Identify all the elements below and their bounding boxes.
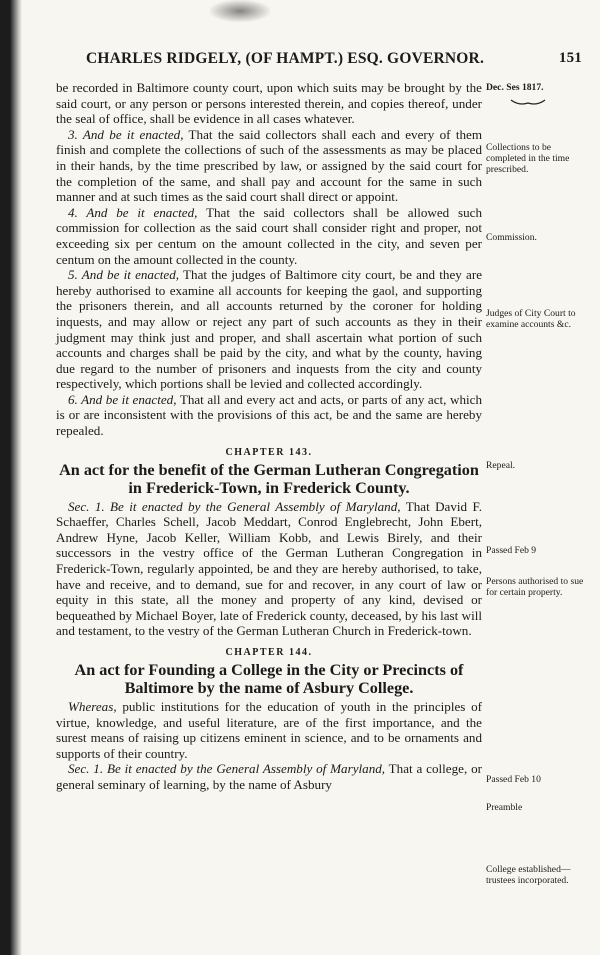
page-number: 151 [558,50,582,66]
preamble-lead: Whereas, [68,699,117,714]
paragraph-section-4 [56,205,482,267]
section-lead: Sec. 1. Be it enacted by the General Assembly of Maryland, [68,761,386,777]
section-lead: 3. And be it enacted, [68,126,184,142]
margin-note-passed-143: Passed Feb 9 [486,545,537,556]
margin-note-college: College established—trustees incorporated. [486,864,571,886]
paragraph-143-section-1 [56,499,482,639]
margin-note-persons: Persons authorised to sue for certain property. [486,576,584,598]
page-binding-shadow [0,0,22,955]
section-lead: 6. And be it enacted, [68,391,177,407]
margin-note-passed-144: Passed Feb 10 [486,774,541,785]
ink-blot [210,0,270,22]
section-text: That David F. Schaeffer, Charles Schell, Jacob Meddart, Conrod Englebrecht, John Ebert, Andrew Hyne, Jacob Keller, William Kobb, and Lewis Birely, and their successors in the vestry office of the German Lutheran Congregation in Frederick-Town, regularly appointed, be and they are hereby authorised, to take, have and receive, and to demand, sue for and recover, in any court of law or equity in this state, all the money and property of any kind, devised or bequeathed by Michael Boyer, late of Frederick county, deceased, by his last will and testament, to the vestry of the German Lutheran Church in Frederick-town. [56,498,482,639]
preamble-paragraph [56,699,482,761]
section-lead: 4. And be it enacted, [68,204,198,220]
section-lead: Sec. 1. Be it enacted by the General Assembly of Maryland, [68,498,401,514]
margin-note-repeal: Repeal. [486,460,516,471]
paragraph-section-5 [56,267,482,392]
chapter-143-heading: CHAPTER 143. [225,446,313,458]
act-144-title: An act for Founding a College in the City or Precincts of Baltimore by the name of Asbury College. [74,661,464,697]
margin-note-judges: Judges of City Court to examine accounts &c. [486,308,576,330]
main-text [56,80,482,793]
paragraph-144-section-1 [56,761,482,792]
section-text: That a college, or general seminary of learning, by the name of Asbury [56,761,483,792]
margin-note-session: Dec. Ses 1817. [486,82,544,93]
section-text: That the said collectors shall each and every of them finish and complete the collections of such of the assessments as may be placed in their hands, by the time prescribed by law, or assigned by the said court for the completion of the same, and shall pay and account for the same in such manner and at such times as the said court shall direct or appoint. [56,126,483,205]
section-text: That the judges of Baltimore city court, be and they are hereby authorised to examine all accounts for keeping the gaol, and supporting the prisoners therein, and all accounts returned by the coroner for holding inquests, and may allow or reject any part of such accounts as they in their judgment may think just and proper, and shall ascertain what portion of such accounts and charges shall be paid by the city, and what by the county, having due regard to the number of prisoners and inquests from the city and county respectively, which portions shall be levied and collected accordingly. [56,267,483,392]
section-text: That all and every act and acts, or parts of any act, which is or are inconsistent with the provisions of this act, be and the same are hereby repealed. [56,391,483,439]
header-title: CHARLES RIDGELY, (OF HAMPT.) ESQ. GOVERNOR. [86,50,485,67]
paragraph-section-3 [56,127,482,205]
brace-ornament [510,99,546,107]
paragraph-section-6 [56,392,482,439]
running-header [86,50,586,72]
act-143-title: An act for the benefit of the German Lutheran Congregation in Frederick-Town, in Frederick County. [59,460,479,497]
paragraph-1: be recorded in Baltimore county court, upon which suits may be brought by the said court, or any person or persons interested therein, and copies thereof, under the seal of office, shall be evidence in all cases whatever. [56,80,482,127]
section-text: That the said collectors shall be allowed such commission for collection as the said court shall consider right and proper, not exceeding six per centum on the amount collected in the city, and seven per centum on the amount collected in the county. [56,204,482,267]
chapter-144-heading: CHAPTER 144. [225,647,313,658]
margin-note-commission: Commission. [486,232,537,243]
preamble-text: public institutions for the education of youth in the principles of virtue, knowledge, and useful literature, are of the first importance, and the surest means of raising up citizens eminent in science, and to be ornaments and supports of their country. [56,699,482,761]
section-lead: 5. And be it enacted, [68,267,180,283]
margin-note-preamble: Preamble [486,802,523,813]
margin-note-collections: Collections to be completed in the time prescribed. [486,142,570,175]
